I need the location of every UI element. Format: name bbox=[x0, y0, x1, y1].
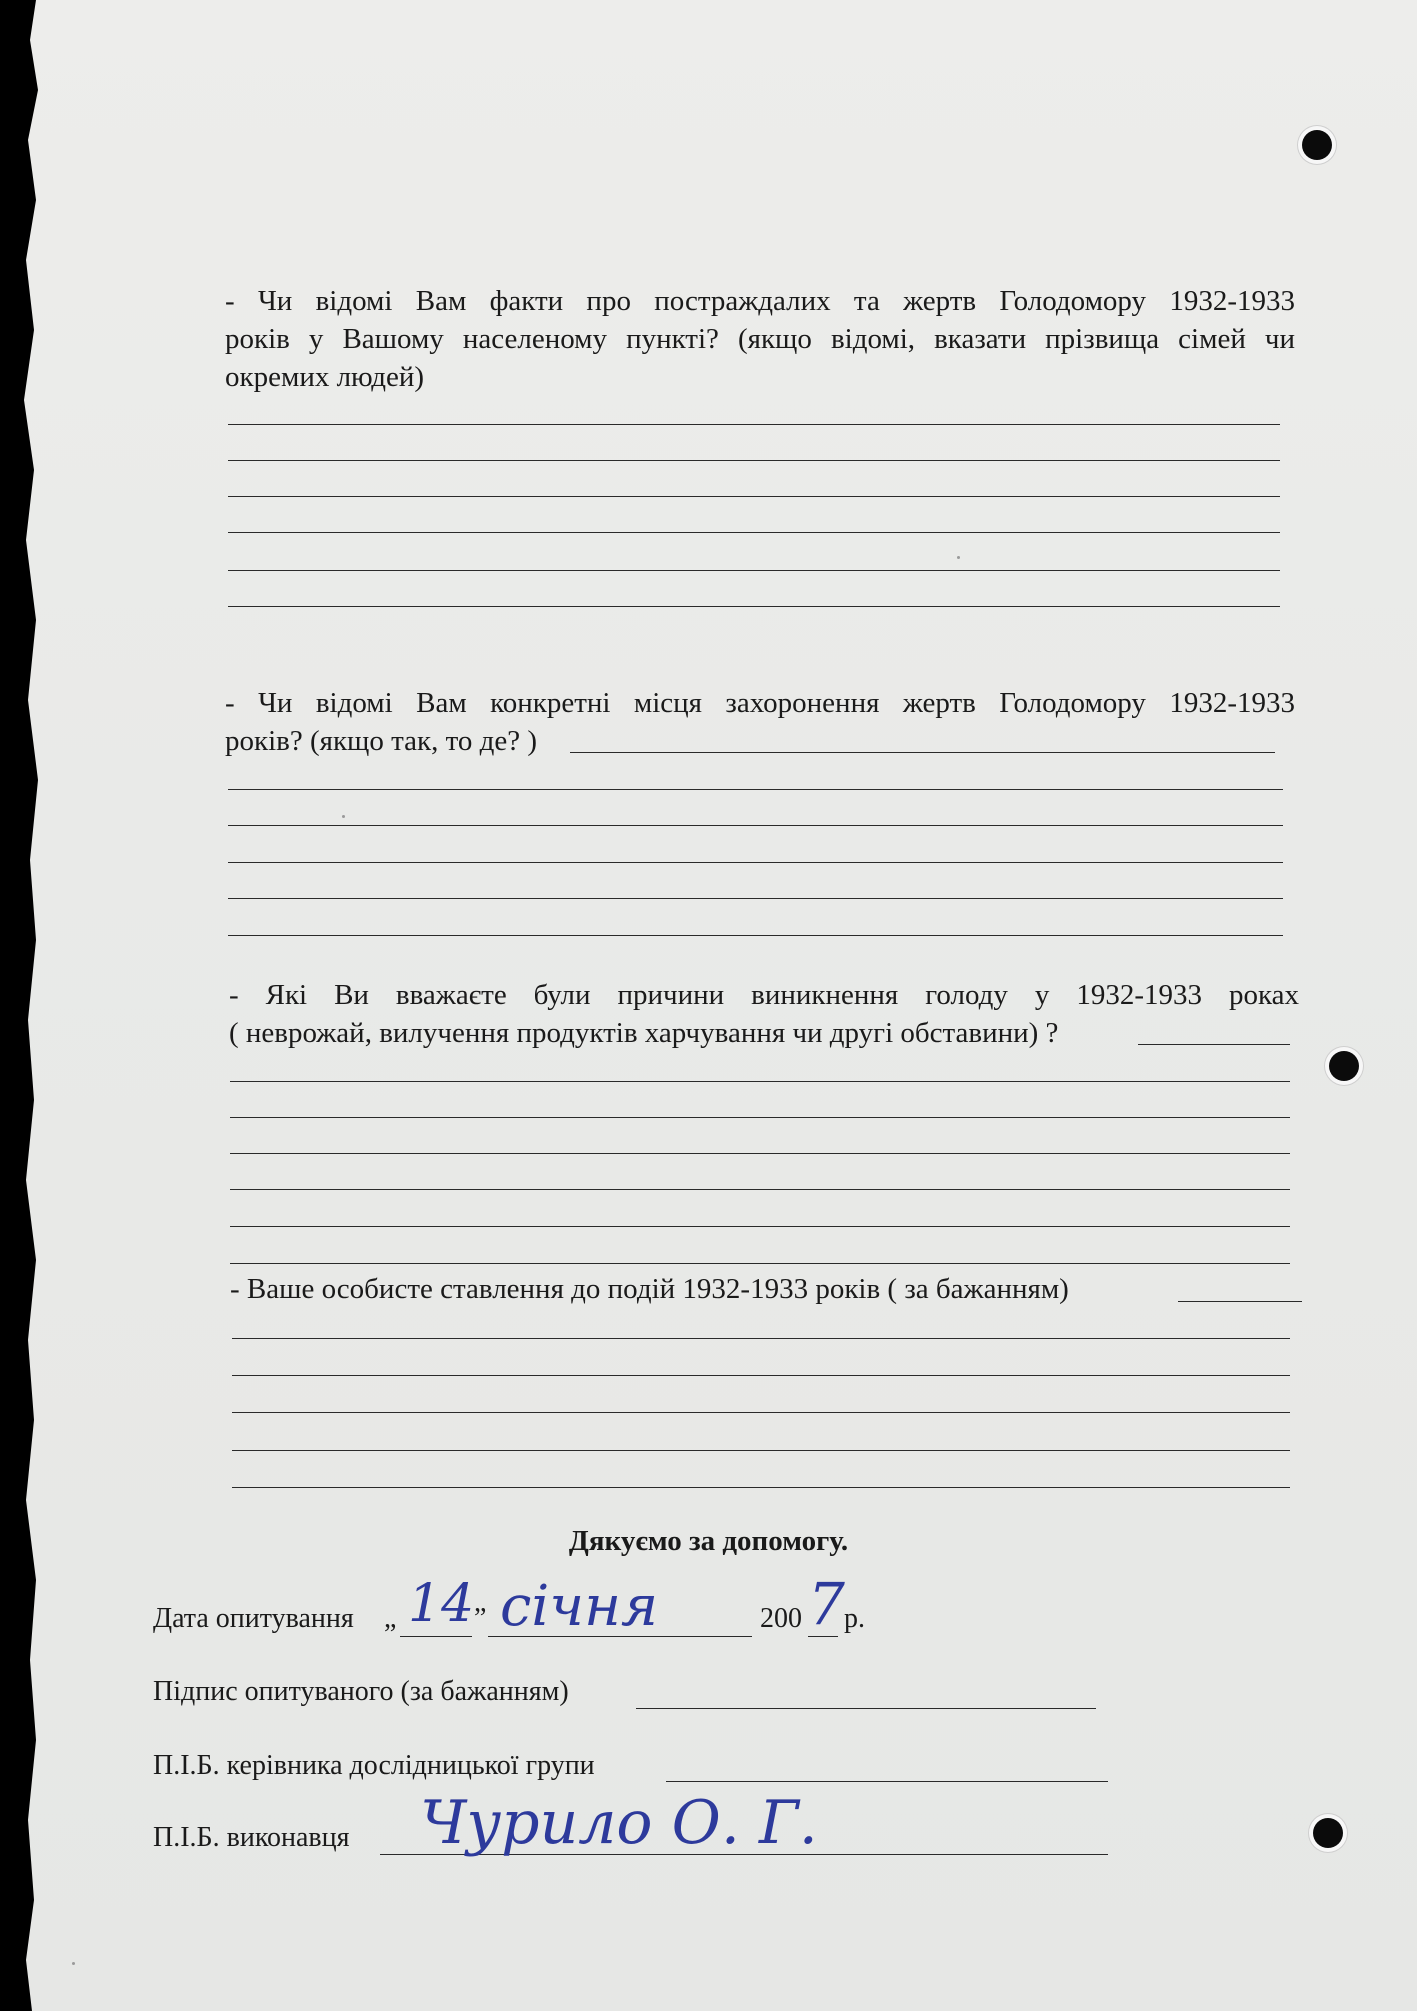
question-1 bbox=[225, 282, 1295, 396]
answer-line[interactable] bbox=[228, 570, 1280, 571]
answer-line[interactable] bbox=[232, 1412, 1290, 1413]
punch-hole-bottom bbox=[1313, 1818, 1343, 1848]
date-label: Дата опитування bbox=[153, 1603, 354, 1634]
answer-line[interactable] bbox=[228, 935, 1283, 936]
answer-line[interactable] bbox=[228, 424, 1280, 425]
question-2-line: років? (якщо так, то де? ) bbox=[225, 725, 538, 757]
punch-hole-top bbox=[1302, 130, 1332, 160]
answer-line[interactable] bbox=[570, 752, 1275, 753]
date-day-field[interactable] bbox=[400, 1636, 472, 1637]
date-year-suffix: р. bbox=[844, 1603, 865, 1634]
answer-line[interactable] bbox=[228, 789, 1283, 790]
question-3-line: - Які Ви вважаєте були причини виникнення голоду у 1932-1933 роках bbox=[229, 979, 1299, 1011]
torn-paper-edge bbox=[22, 0, 58, 2011]
date-open-quote: „ bbox=[384, 1603, 397, 1634]
performer-label: П.І.Б. виконавця bbox=[153, 1822, 350, 1853]
answer-line[interactable] bbox=[228, 898, 1283, 899]
question-3 bbox=[229, 976, 1299, 1052]
question-3-line: ( неврожай, вилучення продуктів харчування чи другі обставини) ? bbox=[229, 1017, 1059, 1049]
answer-line[interactable] bbox=[230, 1189, 1290, 1190]
question-2-line: - Чи відомі Вам конкретні місця захоронення жертв Голодомору 1932-1933 bbox=[225, 687, 1295, 719]
answer-line[interactable] bbox=[232, 1338, 1290, 1339]
question-4 bbox=[230, 1270, 1190, 1308]
answer-line[interactable] bbox=[230, 1153, 1290, 1154]
answer-line[interactable] bbox=[1178, 1301, 1302, 1302]
answer-line[interactable] bbox=[228, 460, 1280, 461]
signature-label: Підпис опитуваного (за бажанням) bbox=[153, 1676, 569, 1707]
answer-line[interactable] bbox=[228, 862, 1283, 863]
answer-line[interactable] bbox=[232, 1450, 1290, 1451]
punch-hole-middle bbox=[1329, 1051, 1359, 1081]
answer-line[interactable] bbox=[230, 1117, 1290, 1118]
question-1-line: років у Вашому населеному пункті? (якщо відомі, вказати прізвища сімей чи bbox=[225, 323, 1295, 355]
answer-line[interactable] bbox=[230, 1081, 1290, 1082]
date-year-handwritten: 7 bbox=[808, 1570, 845, 1638]
answer-line[interactable] bbox=[228, 496, 1280, 497]
answer-line[interactable] bbox=[230, 1226, 1290, 1227]
question-4-line: - Ваше особисте ставлення до подій 1932-1933 років ( за бажанням) bbox=[230, 1273, 1069, 1305]
answer-line[interactable] bbox=[1138, 1044, 1290, 1045]
answer-line[interactable] bbox=[228, 532, 1280, 533]
paper-speck bbox=[342, 815, 345, 818]
question-1-line: - Чи відомі Вам факти про постраждалих та жертв Голодомору 1932-1933 bbox=[225, 285, 1295, 317]
answer-line[interactable] bbox=[230, 1263, 1290, 1264]
performer-name-handwritten: Чурило О. Г. bbox=[420, 1788, 818, 1858]
date-month-handwritten: січня bbox=[500, 1574, 659, 1639]
thanks-heading: Дякуємо за допомогу. bbox=[568, 1525, 849, 1557]
answer-line[interactable] bbox=[228, 825, 1283, 826]
paper-speck bbox=[957, 556, 960, 559]
answer-line[interactable] bbox=[232, 1375, 1290, 1376]
answer-line[interactable] bbox=[232, 1487, 1290, 1488]
date-year-prefix: 200 bbox=[760, 1603, 802, 1634]
leader-label: П.І.Б. керівника дослідницької групи bbox=[153, 1750, 595, 1781]
signature-field[interactable] bbox=[636, 1708, 1096, 1709]
question-2 bbox=[225, 684, 1295, 760]
date-day-handwritten: 14 bbox=[408, 1574, 475, 1634]
paper-speck bbox=[72, 1962, 75, 1965]
date-close-quote: ” bbox=[474, 1603, 487, 1634]
question-1-line: окремих людей) bbox=[225, 361, 425, 393]
answer-line[interactable] bbox=[228, 606, 1280, 607]
leader-field[interactable] bbox=[666, 1781, 1108, 1782]
